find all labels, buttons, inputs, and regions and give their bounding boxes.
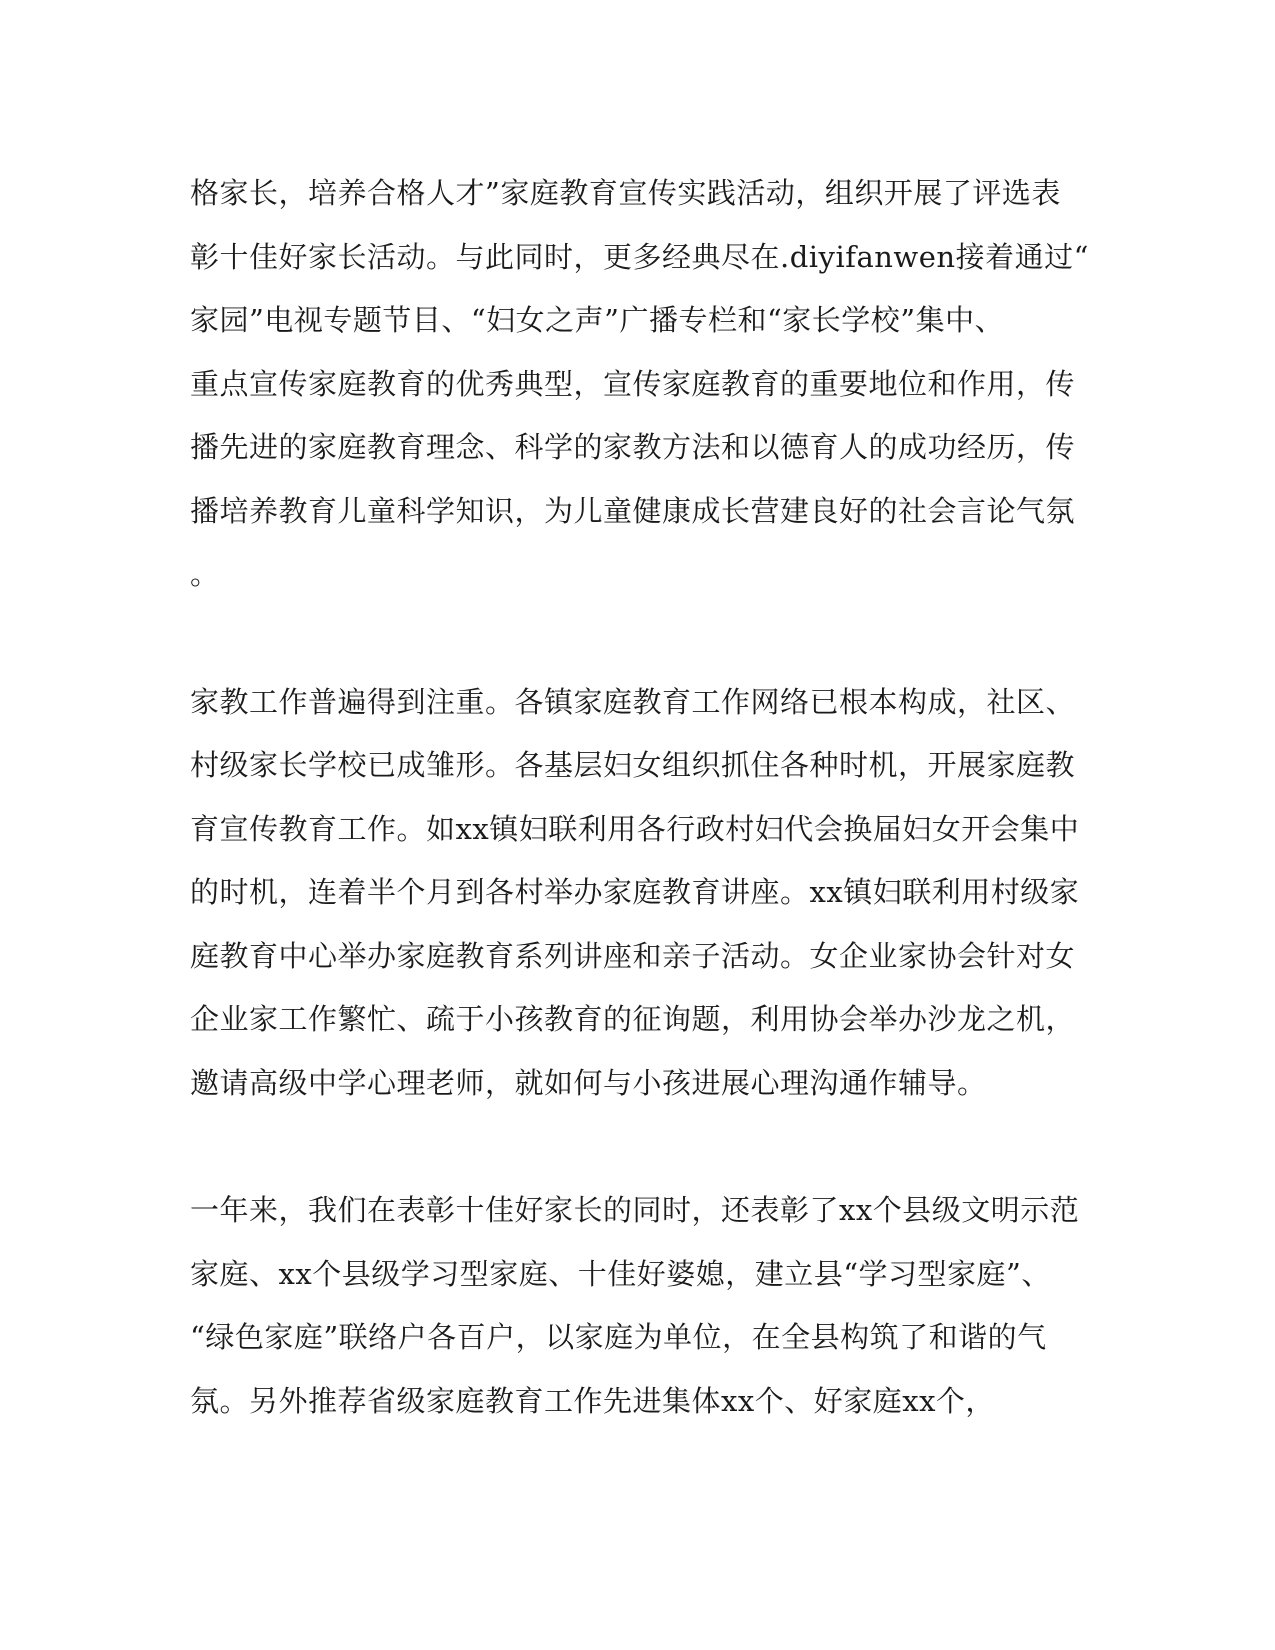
text-line: 。	[190, 557, 220, 591]
paragraph-3	[190, 1179, 1080, 1433]
text-line: 家庭、xx个县级学习型家庭、十佳好婆媳，建立县“学习型家庭”、	[190, 1256, 1051, 1291]
text-line: 的时机，连着半个月到各村举办家庭教育讲座。xx镇妇联利用村级家	[190, 875, 1080, 909]
text-line: “绿色家庭”联络户各百户，以家庭为单位，在全县构筑了和谐的气	[190, 1320, 1047, 1354]
text-line: 邀请高级中学心理老师，就如何与小孩进展心理沟通作辅导。	[190, 1065, 987, 1100]
text-line: 播先进的家庭教育理念、科学的家教方法和以德育人的成功经历，传	[190, 430, 1076, 464]
paragraph-1	[190, 162, 1089, 607]
text-line: 格家长，培养合格人才”家庭教育宣传实践活动，组织开展了评选表	[190, 176, 1061, 210]
text-line: 家教工作普遍得到注重。各镇家庭教育工作网络已根本构成，社区、	[190, 684, 1076, 719]
paragraph-2	[190, 671, 1080, 1116]
text-line: 播培养教育儿童科学知识，为儿童健康成长营建良好的社会言论气氛	[190, 493, 1076, 528]
text-line: 一年来，我们在表彰十佳好家长的同时，还表彰了xx个县级文明示范	[190, 1193, 1080, 1227]
text-line: 企业家工作繁忙、疏于小孩教育的征询题，利用协会举办沙龙之机，	[190, 1002, 1076, 1036]
document-body	[190, 162, 1089, 1497]
text-line: 彰十佳好家长活动。与此同时，更多经典尽在.diyifanwen接着通过“	[190, 239, 1089, 274]
text-line: 村级家长学校已成雏形。各基层妇女组织抓住各种时机，开展家庭教	[190, 748, 1076, 782]
text-line: 重点宣传家庭教育的优秀典型，宣传家庭教育的重要地位和作用，传	[190, 366, 1076, 401]
text-line: 氛。另外推荐省级家庭教育工作先进集体xx个、好家庭xx个，	[190, 1383, 995, 1418]
text-line: 家园”电视专题节目、“妇女之声”广播专栏和“家长学校”集中、	[190, 303, 1005, 337]
text-line: 庭教育中心举办家庭教育系列讲座和亲子活动。女企业家协会针对女	[190, 938, 1076, 973]
text-line: 育宣传教育工作。如xx镇妇联利用各行政村妇代会换届妇女开会集中	[190, 811, 1080, 846]
